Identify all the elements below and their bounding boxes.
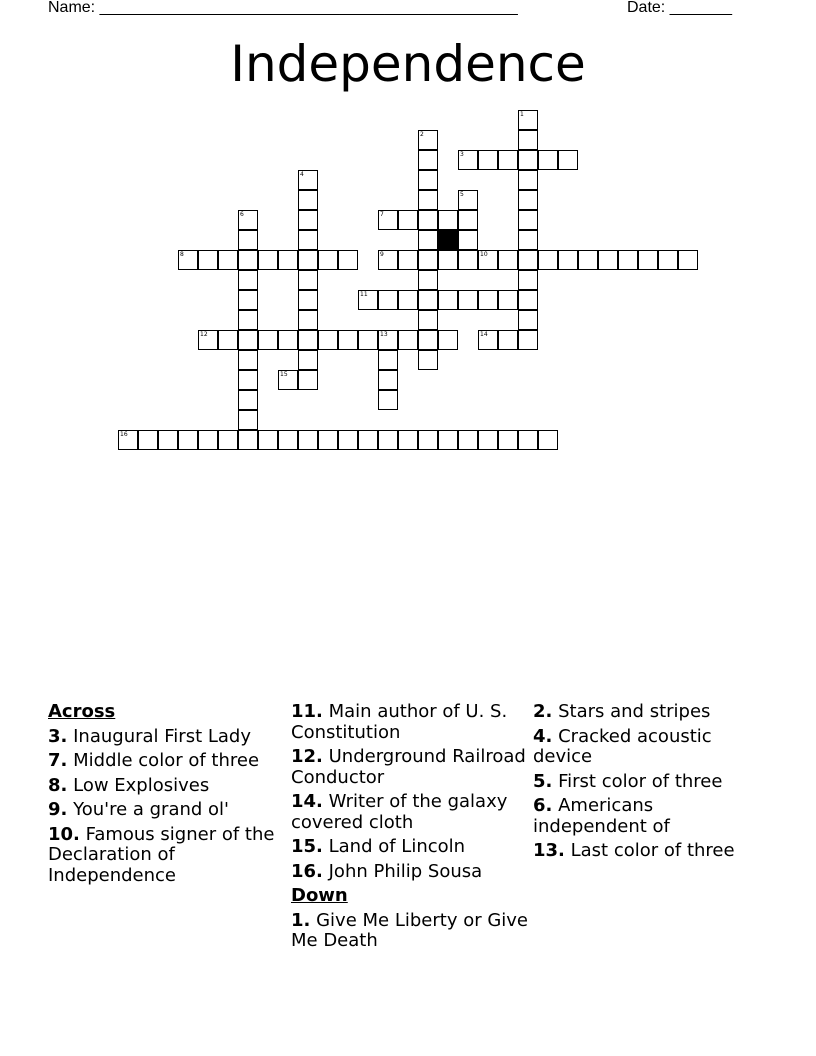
grid-cell[interactable] [558, 150, 578, 170]
grid-cell[interactable] [298, 250, 318, 270]
clue-number: 12. [291, 746, 323, 767]
clue-number: 4. [533, 725, 553, 747]
clue-number-label: 10 [480, 251, 488, 258]
grid-cell[interactable] [378, 350, 398, 370]
grid-cell[interactable] [418, 350, 438, 370]
grid-cell[interactable] [518, 430, 538, 450]
grid-cell[interactable] [398, 290, 418, 310]
grid-cell[interactable] [138, 430, 158, 450]
clue-number-label: 11 [360, 291, 368, 298]
grid-cell[interactable] [478, 290, 498, 310]
grid-cell[interactable] [418, 130, 438, 150]
grid-cell[interactable] [438, 250, 458, 270]
clue-text: Give Me Liberty or Give Me Death [291, 909, 529, 951]
clue-number: 8. [48, 774, 68, 796]
grid-cell[interactable] [458, 290, 478, 310]
grid-cell[interactable] [338, 250, 358, 270]
grid-cell[interactable] [358, 330, 378, 350]
clue-number: 10. [48, 823, 80, 845]
clue-text: Land of Lincoln [328, 836, 466, 857]
grid-cell[interactable] [418, 310, 438, 330]
grid-cell[interactable] [518, 130, 538, 150]
grid-cell[interactable] [398, 210, 418, 230]
grid-cell[interactable] [458, 250, 478, 270]
grid-cell[interactable] [478, 250, 498, 270]
grid-cell[interactable] [298, 210, 318, 230]
grid-cell[interactable] [378, 390, 398, 410]
clue-down-4 [533, 727, 771, 768]
grid-cell[interactable] [518, 230, 538, 250]
grid-cell[interactable] [198, 330, 218, 350]
grid-cell[interactable] [518, 110, 538, 130]
black-cell [438, 230, 458, 250]
page-title: Independence [230, 35, 586, 93]
grid-cell[interactable] [238, 330, 258, 350]
grid-cell[interactable] [438, 210, 458, 230]
grid-cell[interactable] [478, 330, 498, 350]
clue-across-7 [48, 751, 286, 772]
clue-number: 5. [533, 770, 553, 792]
clue-down-13 [533, 841, 771, 862]
grid-cell[interactable] [418, 270, 438, 290]
clue-text: Underground Railroad Conductor [291, 746, 526, 788]
clue-text: Low Explosives [73, 774, 210, 796]
grid-cell[interactable] [418, 210, 438, 230]
clue-text: Cracked acoustic device [533, 725, 712, 767]
date-field-label: Date: _______ [627, 0, 732, 16]
clue-number-label: 1 [520, 111, 524, 118]
grid-cell[interactable] [518, 310, 538, 330]
clue-number-label: 4 [300, 171, 304, 178]
clue-number-label: 14 [480, 331, 488, 338]
clue-number: 2. [533, 701, 553, 722]
grid-cell[interactable] [498, 330, 518, 350]
grid-cell[interactable] [238, 410, 258, 430]
grid-cell[interactable] [378, 210, 398, 230]
grid-cell[interactable] [398, 250, 418, 270]
grid-cell[interactable] [238, 310, 258, 330]
clue-text: Famous signer of the Declaration of Independence [48, 823, 275, 886]
clue-number: 11. [291, 701, 323, 722]
grid-cell[interactable] [298, 330, 318, 350]
clue-text: Inaugural First Lady [73, 725, 251, 747]
clue-text: Last color of three [570, 840, 735, 861]
grid-cell[interactable] [518, 250, 538, 270]
grid-cell[interactable] [618, 250, 638, 270]
clue-text: Main author of U. S. Constitution [291, 701, 508, 743]
clue-text: John Philip Sousa [328, 860, 483, 882]
clue-down-5 [533, 772, 771, 793]
grid-cell[interactable] [418, 230, 438, 250]
grid-cell[interactable] [398, 430, 418, 450]
grid-cell[interactable] [338, 330, 358, 350]
clue-number-label: 2 [420, 131, 424, 138]
grid-cell[interactable] [538, 430, 558, 450]
grid-cell[interactable] [198, 430, 218, 450]
grid-cell[interactable] [278, 330, 298, 350]
grid-cell[interactable] [358, 430, 378, 450]
clue-number: 6. [533, 795, 553, 816]
grid-cell[interactable] [518, 290, 538, 310]
grid-cell[interactable] [518, 190, 538, 210]
clue-number: 14. [291, 791, 323, 812]
clue-number: 13. [533, 840, 565, 861]
clue-down-1 [291, 911, 529, 952]
grid-cell[interactable] [418, 290, 438, 310]
grid-cell[interactable] [558, 250, 578, 270]
grid-cell[interactable] [418, 170, 438, 190]
grid-cell[interactable] [538, 150, 558, 170]
clue-number-label: 15 [280, 371, 288, 378]
clue-number: 16. [291, 860, 323, 882]
grid-cell[interactable] [538, 250, 558, 270]
grid-cell[interactable] [258, 250, 278, 270]
clue-across-12 [291, 747, 529, 788]
grid-cell[interactable] [218, 330, 238, 350]
grid-cell[interactable] [478, 150, 498, 170]
clue-number-label: 7 [380, 211, 384, 218]
grid-cell[interactable] [118, 430, 138, 450]
clue-text: Middle color of three [73, 750, 260, 771]
clue-number-label: 12 [200, 331, 208, 338]
grid-cell[interactable] [278, 430, 298, 450]
clue-number: 1. [291, 909, 311, 931]
grid-cell[interactable] [418, 430, 438, 450]
grid-cell[interactable] [378, 290, 398, 310]
clue-number: 3. [48, 725, 68, 747]
grid-cell[interactable] [438, 330, 458, 350]
grid-cell[interactable] [678, 250, 698, 270]
grid-cell[interactable] [518, 330, 538, 350]
grid-cell[interactable] [438, 430, 458, 450]
clue-column-3 [533, 702, 771, 866]
grid-cell[interactable] [218, 250, 238, 270]
grid-cell[interactable] [418, 330, 438, 350]
grid-cell[interactable] [378, 430, 398, 450]
grid-cell[interactable] [498, 430, 518, 450]
clue-number-label: 9 [380, 251, 384, 258]
grid-cell[interactable] [298, 170, 318, 190]
grid-cell[interactable] [158, 430, 178, 450]
clue-number: 7. [48, 750, 68, 771]
grid-cell[interactable] [278, 370, 298, 390]
grid-cell[interactable] [518, 210, 538, 230]
clue-text: Writer of the galaxy covered cloth [291, 791, 508, 833]
clue-across-3 [48, 727, 286, 748]
grid-cell[interactable] [298, 190, 318, 210]
grid-cell[interactable] [318, 330, 338, 350]
grid-cell[interactable] [398, 330, 418, 350]
grid-cell[interactable] [578, 250, 598, 270]
clue-across-8 [48, 776, 286, 797]
grid-cell[interactable] [418, 150, 438, 170]
clue-number-label: 16 [120, 431, 128, 438]
grid-cell[interactable] [358, 290, 378, 310]
grid-cell[interactable] [638, 250, 658, 270]
clue-down-2 [533, 702, 771, 723]
clue-across-11 [291, 702, 529, 743]
name-field-label: Name: _______________________________________________ [48, 0, 518, 16]
grid-cell[interactable] [458, 230, 478, 250]
grid-cell[interactable] [198, 250, 218, 270]
clue-number-label: 3 [460, 151, 464, 158]
grid-cell[interactable] [458, 210, 478, 230]
grid-cell[interactable] [378, 370, 398, 390]
grid-cell[interactable] [498, 150, 518, 170]
grid-cell[interactable] [238, 270, 258, 290]
grid-cell[interactable] [218, 430, 238, 450]
clue-text: You're a grand ol' [73, 799, 230, 820]
grid-cell[interactable] [238, 430, 258, 450]
grid-cell[interactable] [238, 290, 258, 310]
clue-across-10 [48, 825, 286, 887]
grid-cell[interactable] [518, 170, 538, 190]
grid-cell[interactable] [498, 290, 518, 310]
clue-text: Americans independent of [533, 795, 670, 837]
grid-cell[interactable] [298, 270, 318, 290]
grid-cell[interactable] [298, 230, 318, 250]
grid-cell[interactable] [238, 390, 258, 410]
clue-down-6 [533, 796, 771, 837]
grid-cell[interactable] [298, 290, 318, 310]
clue-column-2 [291, 702, 529, 956]
grid-cell[interactable] [258, 430, 278, 450]
grid-cell[interactable] [458, 150, 478, 170]
grid-cell[interactable] [378, 330, 398, 350]
grid-cell[interactable] [238, 370, 258, 390]
clue-number-label: 8 [180, 251, 184, 258]
clue-number: 9. [48, 799, 68, 820]
grid-cell[interactable] [278, 250, 298, 270]
grid-cell[interactable] [378, 250, 398, 270]
grid-cell[interactable] [178, 430, 198, 450]
grid-cell[interactable] [178, 250, 198, 270]
grid-cell[interactable] [238, 350, 258, 370]
grid-cell[interactable] [258, 330, 278, 350]
grid-cell[interactable] [338, 430, 358, 450]
down-heading: Down [291, 885, 348, 906]
grid-cell[interactable] [238, 250, 258, 270]
grid-cell[interactable] [298, 370, 318, 390]
grid-cell[interactable] [458, 190, 478, 210]
crossword-grid [0, 0, 816, 480]
grid-cell[interactable] [498, 250, 518, 270]
grid-cell[interactable] [518, 150, 538, 170]
grid-cell[interactable] [418, 250, 438, 270]
clue-number-label: 5 [460, 191, 464, 198]
clue-number: 15. [291, 836, 323, 857]
clue-number-label: 13 [380, 331, 388, 338]
grid-cell[interactable] [458, 430, 478, 450]
grid-cell[interactable] [598, 250, 618, 270]
grid-cell[interactable] [238, 230, 258, 250]
grid-cell[interactable] [318, 250, 338, 270]
grid-cell[interactable] [478, 430, 498, 450]
grid-cell[interactable] [418, 190, 438, 210]
clue-across-14 [291, 792, 529, 833]
grid-cell[interactable] [658, 250, 678, 270]
grid-cell[interactable] [318, 430, 338, 450]
clue-across-16 [291, 862, 529, 883]
clue-number-label: 6 [240, 211, 244, 218]
across-heading: Across [48, 701, 116, 722]
grid-cell[interactable] [518, 270, 538, 290]
grid-cell[interactable] [298, 350, 318, 370]
grid-cell[interactable] [298, 310, 318, 330]
grid-cell[interactable] [238, 210, 258, 230]
clue-across-9 [48, 800, 286, 821]
clue-across-15 [291, 837, 529, 858]
grid-cell[interactable] [298, 430, 318, 450]
clue-text: Stars and stripes [558, 701, 711, 722]
clue-column-1 [48, 702, 286, 890]
clue-text: First color of three [558, 770, 723, 792]
grid-cell[interactable] [438, 290, 458, 310]
